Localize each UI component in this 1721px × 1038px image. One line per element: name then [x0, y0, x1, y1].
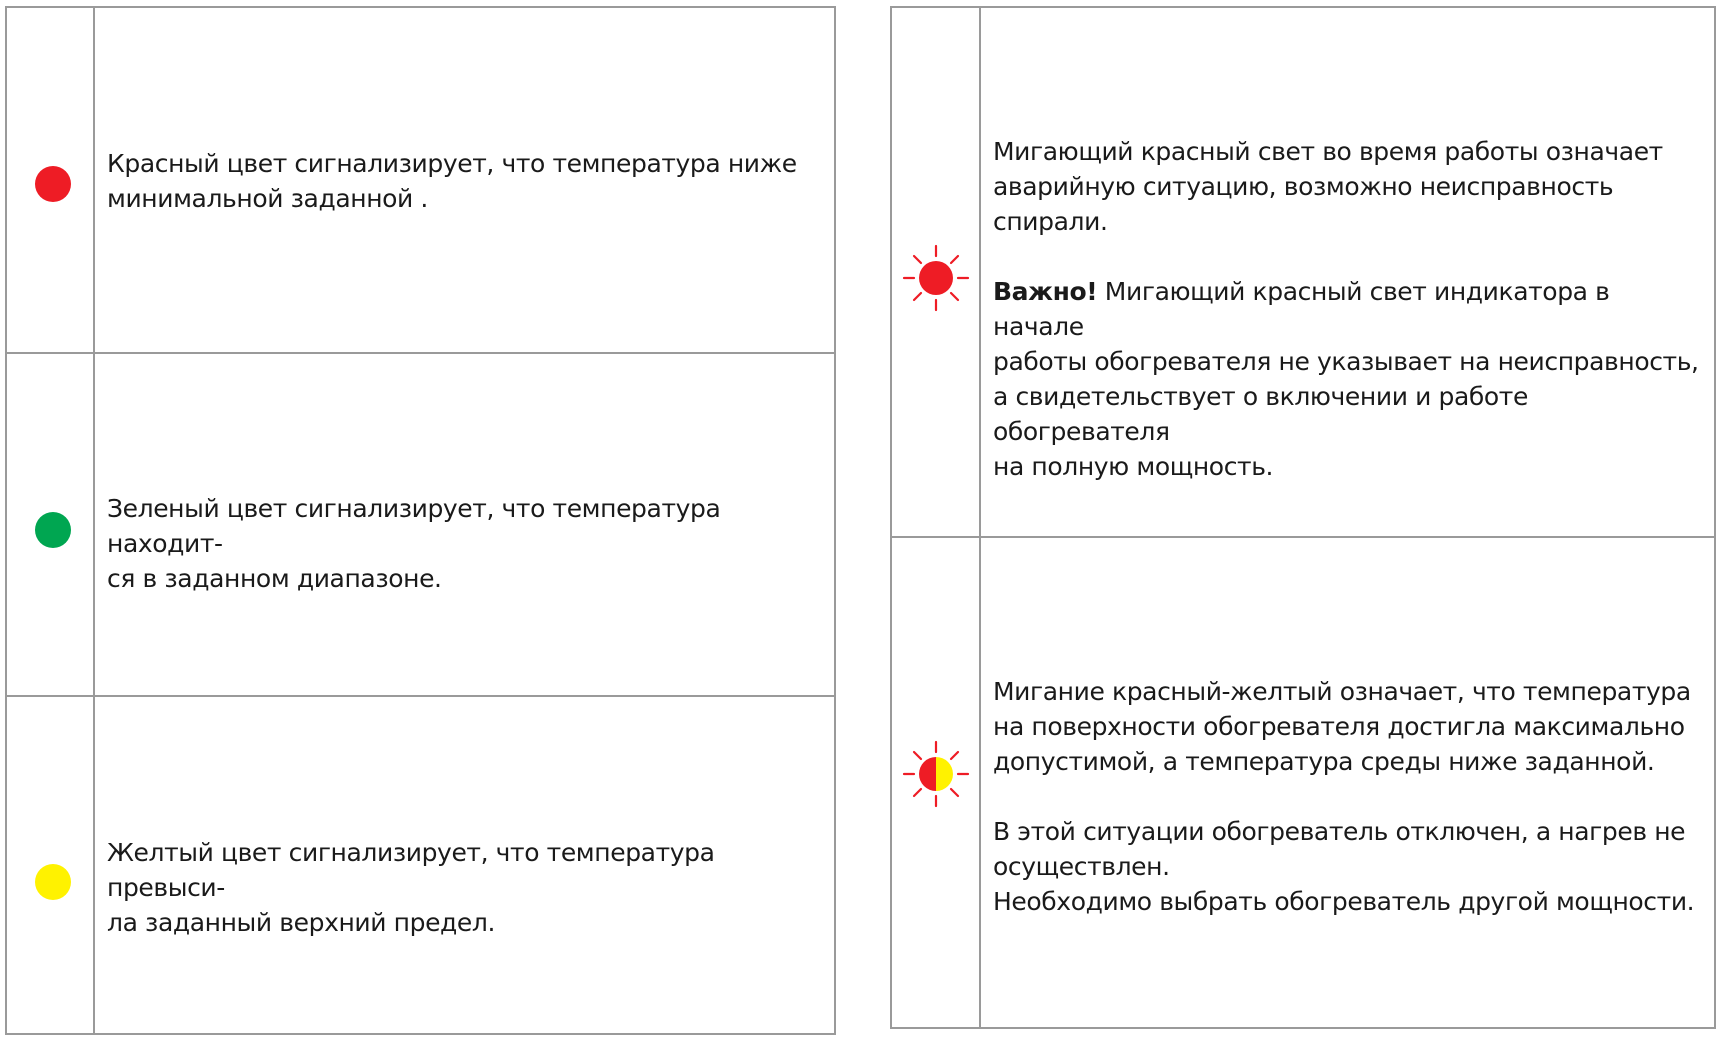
yellow-description-line-2: ла заданный верхний предел. [107, 908, 496, 937]
indicator-cell [7, 8, 95, 352]
description-cell [981, 538, 1714, 1027]
blinking-red-yellow-icon [901, 739, 971, 809]
green-dot-icon [35, 512, 71, 548]
yellow-dot-icon [35, 864, 71, 900]
description-cell [95, 8, 834, 352]
red-yellow-line-3: допустимой, а температура среды ниже заданной. [993, 747, 1655, 776]
description-cell [95, 354, 834, 695]
indicator-cell [7, 354, 95, 695]
important-note-line-1 [993, 274, 1704, 344]
table-row-yellow [7, 695, 834, 1033]
table-row-blinking-red [892, 8, 1714, 536]
blinking-red-line-3: спирали. [993, 207, 1108, 236]
green-description-line-2: ся в заданном диапазоне. [107, 564, 442, 593]
right-indicator-table [890, 6, 1716, 1029]
description-cell [95, 697, 834, 1033]
red-dot-icon [35, 166, 71, 202]
important-note-line-4: на полную мощность. [993, 452, 1274, 481]
green-description-line-1: Зеленый цвет сигнализирует, что температура находит- [107, 494, 721, 558]
red-yellow-line-2: на поверхности обогревателя достигла максимально [993, 712, 1685, 741]
blinking-red-icon [901, 243, 971, 313]
important-note-line-3: а свидетельствует о включении и работе обогревателя [993, 382, 1528, 446]
table-row-blinking-red-yellow [892, 536, 1714, 1027]
blinking-red-line-2: аварийную ситуацию, возможно неисправность [993, 172, 1614, 201]
red-yellow-line-1: Мигание красный-желтый означает, что температура [993, 677, 1691, 706]
red-description-line-1: Красный цвет сигнализирует, что температура ниже [107, 149, 797, 178]
indicator-cell [892, 538, 981, 1027]
important-note-text: Мигающий красный свет индикатора в начале [993, 277, 1610, 341]
red-description-line-2: минимальной заданной . [107, 184, 428, 213]
table-row-red [7, 8, 834, 352]
indicator-cell [892, 8, 981, 536]
indicator-cell [7, 697, 95, 1033]
table-row-green [7, 352, 834, 695]
red-yellow-line-5: осуществлен. [993, 852, 1170, 881]
red-yellow-line-4: В этой ситуации обогреватель отключен, а нагрев не [993, 817, 1686, 846]
description-cell [981, 8, 1714, 536]
important-label: Важно! [993, 277, 1098, 306]
blinking-red-line-1: Мигающий красный свет во время работы означает [993, 137, 1663, 166]
important-note-line-2: работы обогревателя не указывает на неисправность, [993, 347, 1699, 376]
yellow-description-line-1: Желтый цвет сигнализирует, что температура превыси- [107, 838, 715, 902]
red-yellow-line-6: Необходимо выбрать обогреватель другой мощности. [993, 887, 1695, 916]
left-indicator-table [5, 6, 836, 1035]
